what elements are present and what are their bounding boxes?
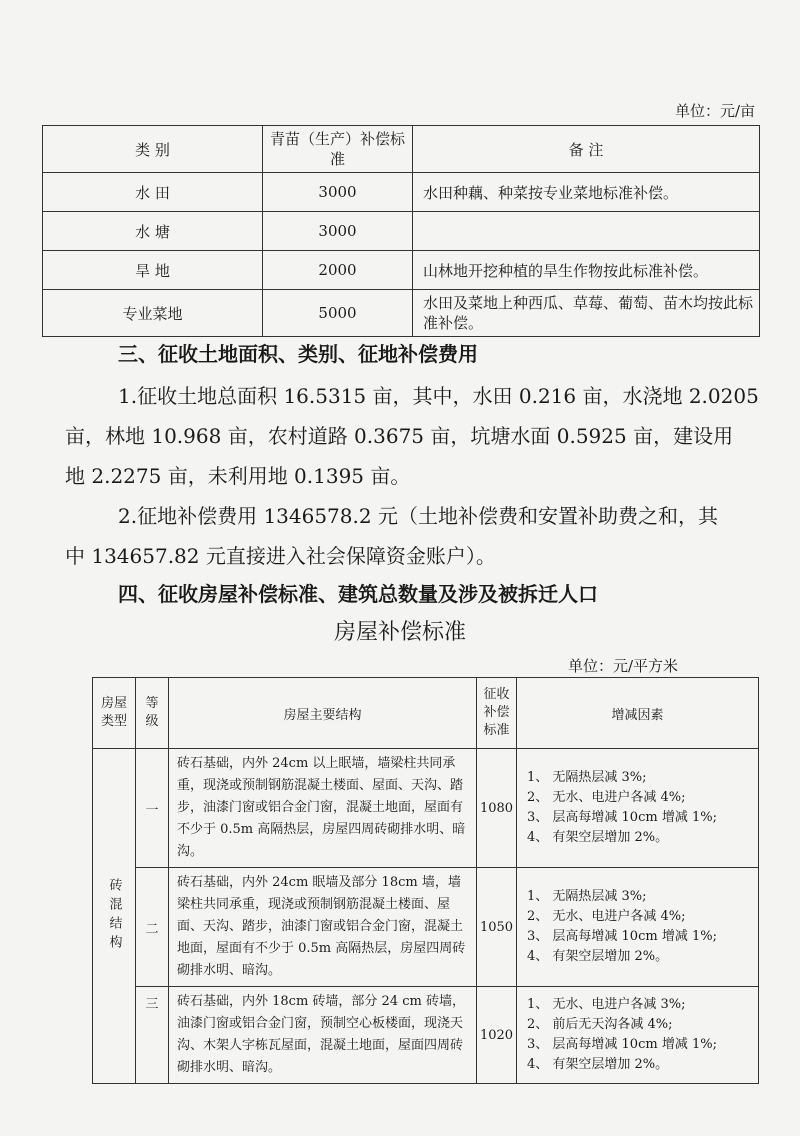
row-standard: 1020 <box>477 987 517 1084</box>
table-row <box>43 251 760 290</box>
row-grade: 一 <box>136 749 169 868</box>
row-grade: 三 <box>136 987 169 1084</box>
row-structure: 砖石基础，内外 24cm 以上眠墙，墙梁柱共同承重，现浇或预制钢筋混凝土楼面、屋面、天沟、踏步，油漆门窗或铝合金门窗，混凝土地面，屋面有不少于 0.5m 高隔热层，房屋四周砖砌排水明、暗沟。 <box>169 749 477 868</box>
header-factors: 增减因素 <box>517 678 759 749</box>
row-factors: 1、 无隔热层减 3%; 2、 无水、电进户各减 4%; 3、 层高每增减 10cm 增减 1%; 4、 有架空层增加 2%。 <box>517 749 759 868</box>
header-note: 备 注 <box>413 126 760 173</box>
row-note: 水田种藕、种菜按专业菜地标准补偿。 <box>413 173 760 212</box>
header-standard: 征收补偿标准 <box>477 678 517 749</box>
seedling-compensation-table <box>42 125 760 337</box>
table-row <box>43 212 760 251</box>
row-value: 3000 <box>263 212 413 251</box>
header-type: 类 别 <box>43 126 263 173</box>
row-type: 水 田 <box>43 173 263 212</box>
category-cell <box>93 749 136 1084</box>
row-type: 专业菜地 <box>43 290 263 337</box>
section-4-heading: 四、征收房屋补偿标准、建筑总数量及涉及被拆迁人口 <box>118 582 598 606</box>
row-structure: 砖石基础，内外 24cm 眠墙及部分 18cm 墙，墙梁柱共同承重，现浇或预制钢筋混凝土楼面、屋面、天沟、踏步，油漆门窗或铝合金门窗，混凝土地面，屋面有不少于 0.5m 高隔热层，房屋四周砖砌排水明、暗沟。 <box>169 868 477 987</box>
row-factors: 1、 无水、电进户各减 3%; 2、 前后无天沟各减 4%; 3、 层高每增减 10cm 增减 1%; 4、 有架空层增加 2%。 <box>517 987 759 1084</box>
unit-label-1: 单位：元/亩 <box>674 102 755 120</box>
header-standard: 青苗（生产）补偿标准 <box>263 126 413 173</box>
table-row <box>93 987 759 1084</box>
section-3-p2-line1: 2.征地补偿费用 1346578.2 元（土地补偿费和安置补助费之和，其 <box>118 504 718 528</box>
section-3-p1-line1: 1.征收土地总面积 16.5315 亩，其中，水田 0.216 亩，水浇地 2.0205 <box>118 384 759 408</box>
section-3-heading: 三、征收土地面积、类别、征地补偿费用 <box>118 342 478 366</box>
row-note: 水田及菜地上种西瓜、草莓、葡萄、苗木均按此标准补偿。 <box>413 290 760 337</box>
row-grade: 二 <box>136 868 169 987</box>
house-compensation-table <box>92 677 759 1084</box>
row-type: 水 塘 <box>43 212 263 251</box>
table-row <box>43 290 760 337</box>
category-label: 砖混结构 <box>106 878 122 954</box>
table-row <box>93 868 759 987</box>
table-row <box>43 173 760 212</box>
table-header-row <box>93 678 759 749</box>
table-2-title: 房屋补偿标准 <box>333 620 466 645</box>
row-note: 山林地开挖种植的旱生作物按此标准补偿。 <box>413 251 760 290</box>
row-value: 5000 <box>263 290 413 337</box>
row-value: 3000 <box>263 173 413 212</box>
section-3-p2-line2: 中 134657.82 元直接进入社会保障资金账户）。 <box>65 544 496 568</box>
row-factors: 1、 无隔热层减 3%; 2、 无水、电进户各减 4%; 3、 层高每增减 10cm 增减 1%; 4、 有架空层增加 2%。 <box>517 868 759 987</box>
row-standard: 1080 <box>477 749 517 868</box>
header-grade: 等级 <box>136 678 169 749</box>
header-structure: 房屋主要结构 <box>169 678 477 749</box>
header-house-type: 房屋类型 <box>93 678 136 749</box>
row-type: 旱 地 <box>43 251 263 290</box>
row-note <box>413 212 760 251</box>
row-standard: 1050 <box>477 868 517 987</box>
table-header-row <box>43 126 760 173</box>
row-structure: 砖石基础，内外 18cm 砖墙，部分 24 cm 砖墙，油漆门窗或铝合金门窗，预制空心板楼面，现浇天沟、木架人字栋瓦屋面，混凝土地面，屋面四周砖砌排水明、暗沟。 <box>169 987 477 1084</box>
row-value: 2000 <box>263 251 413 290</box>
section-3-p1-line3: 地 2.2275 亩，未利用地 0.1395 亩。 <box>65 464 411 488</box>
section-3-p1-line2: 亩，林地 10.968 亩，农村道路 0.3675 亩，坑塘水面 0.5925 亩，建设用 <box>65 424 734 448</box>
table-row <box>93 749 759 868</box>
unit-label-2: 单位：元/平方米 <box>568 657 679 675</box>
